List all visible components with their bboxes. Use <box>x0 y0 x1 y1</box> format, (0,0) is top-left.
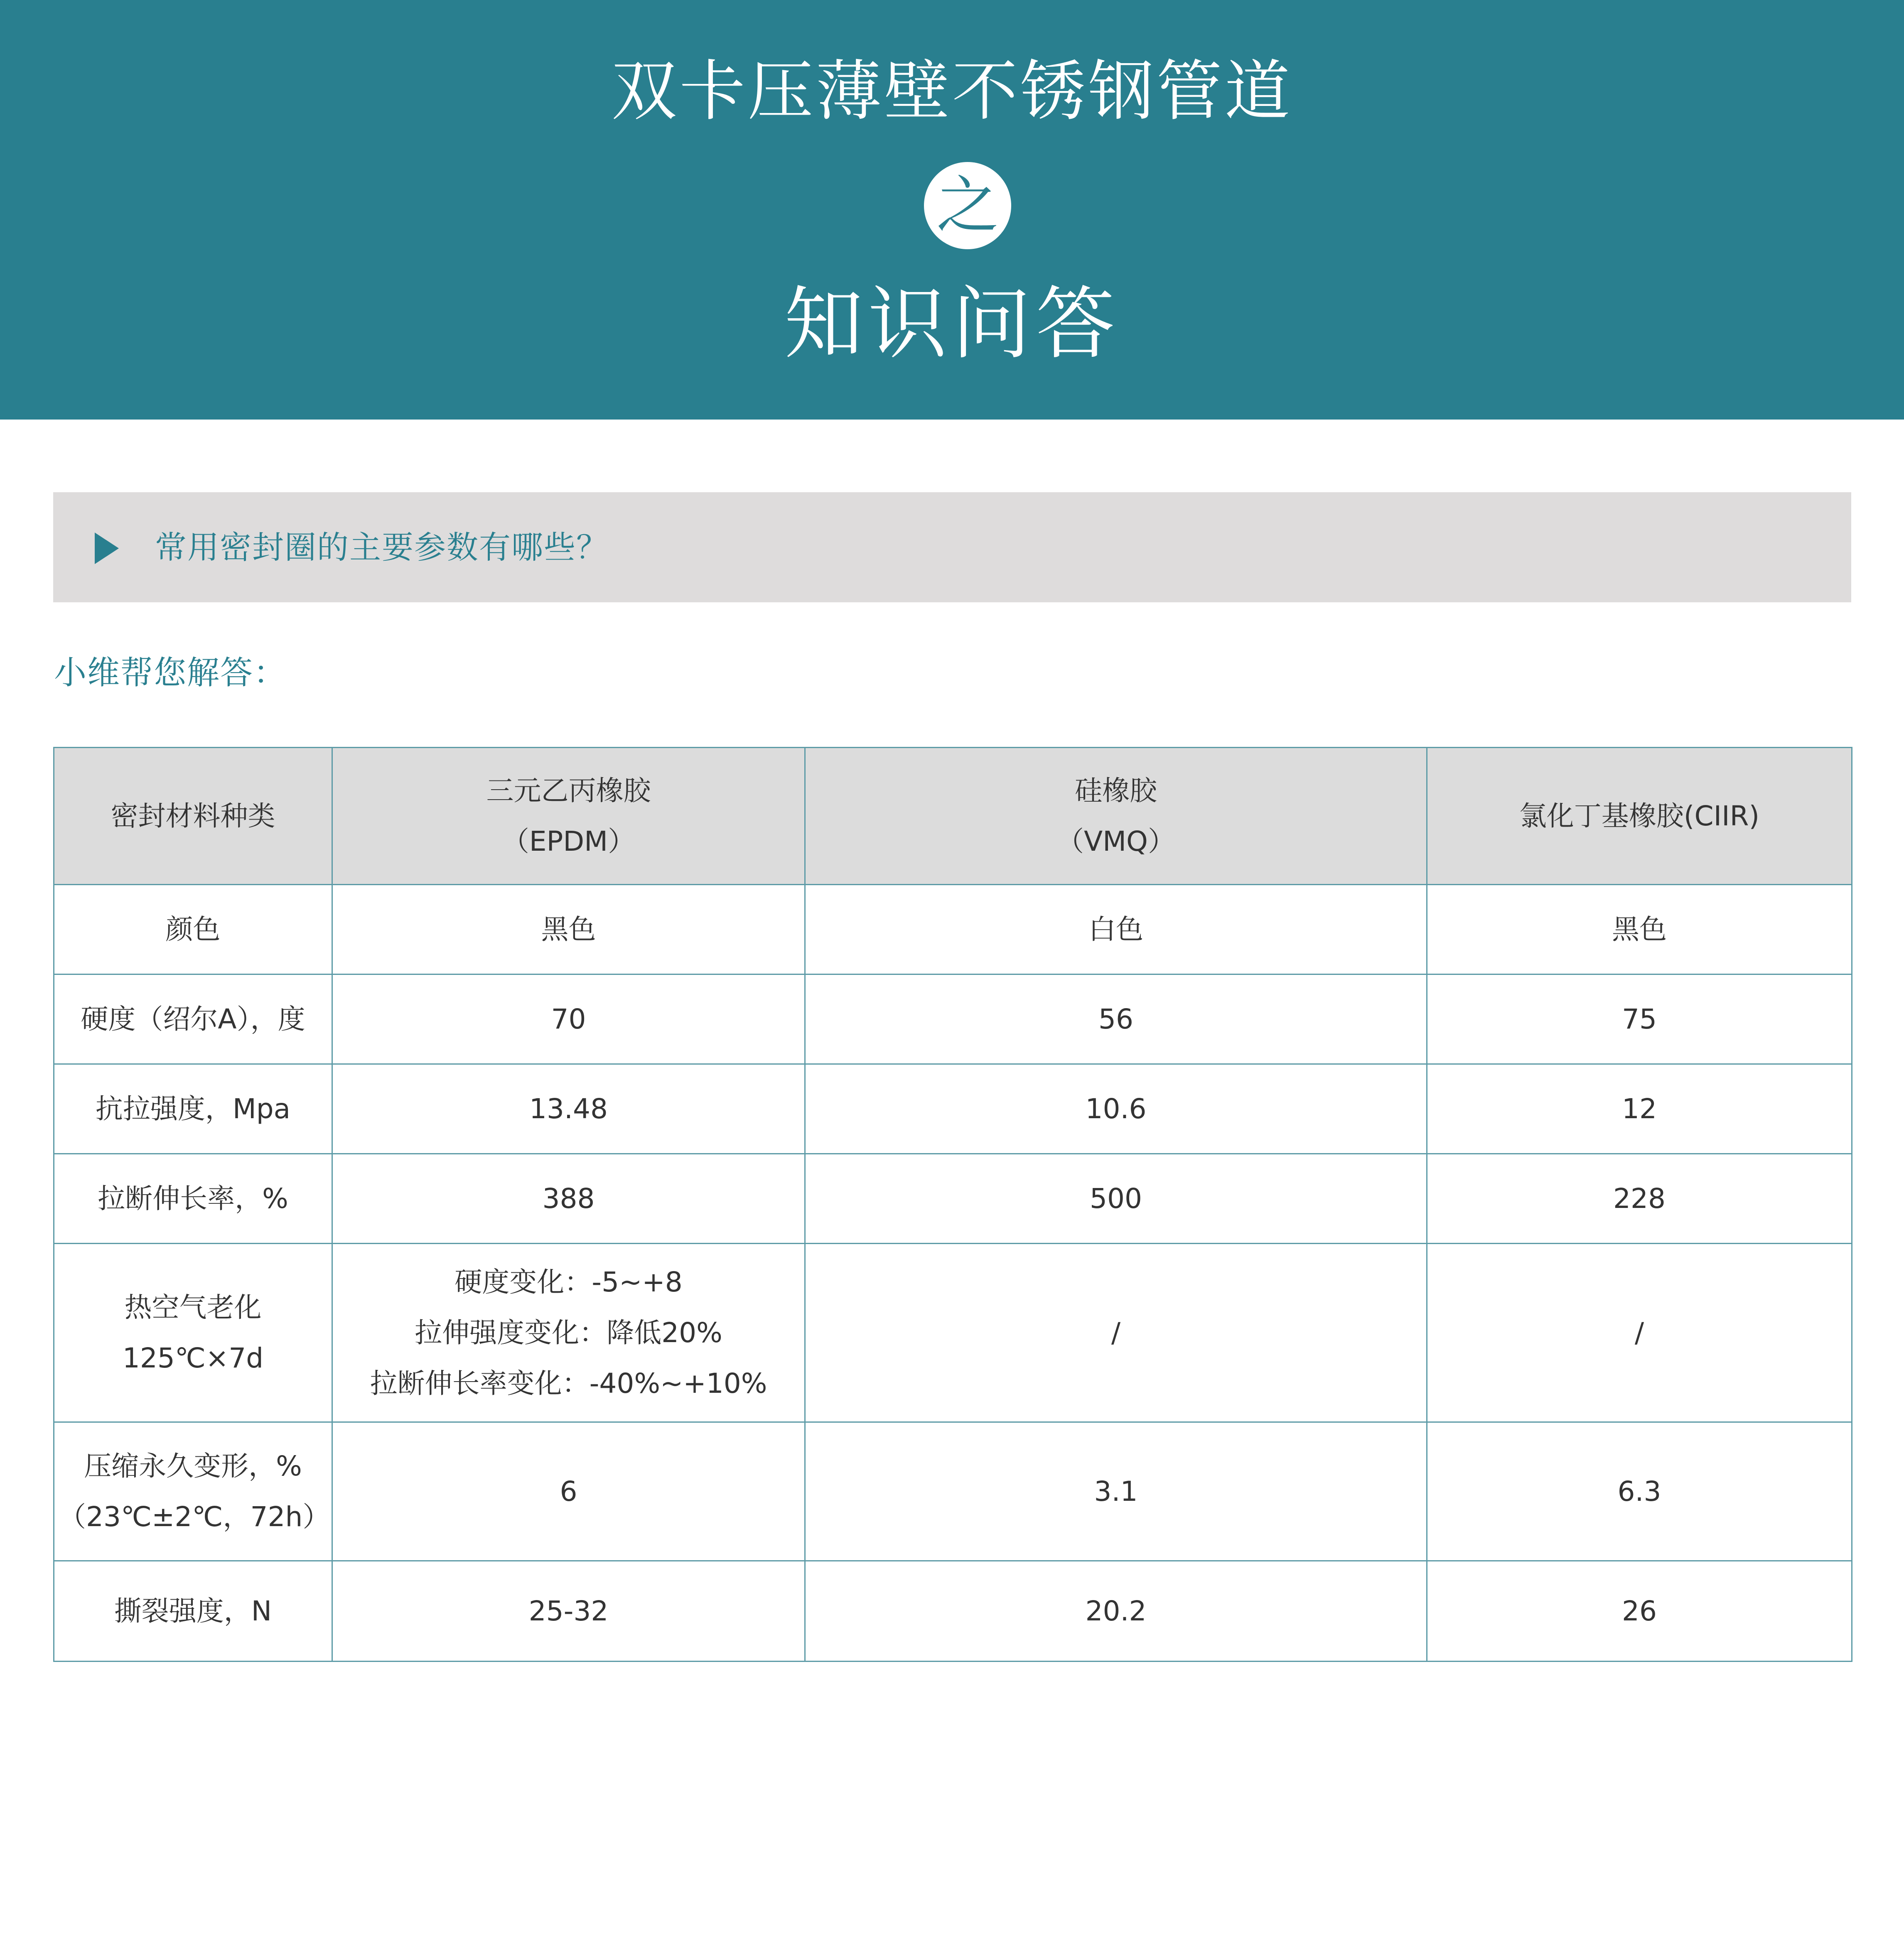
question-text: 常用密封圈的主要参数有哪些？ <box>155 529 609 566</box>
cell-compression-vmq: 3.1 <box>805 1422 1427 1561</box>
play-triangle-icon <box>95 533 119 564</box>
table-row <box>54 1422 1852 1561</box>
cell-tensile-vmq: 10.6 <box>805 1064 1427 1154</box>
row-label-tear: 撕裂强度，N <box>54 1561 332 1662</box>
table-row <box>54 974 1852 1064</box>
aging-label-condition: 125℃×7d <box>122 1342 264 1374</box>
answer-label: 小维帮您解答： <box>54 654 287 692</box>
aging-label-title: 热空气老化 <box>124 1291 262 1323</box>
table-row <box>54 1154 1852 1244</box>
table-row <box>54 1561 1852 1662</box>
table-row <box>54 1064 1852 1154</box>
cell-aging-vmq: / <box>805 1244 1427 1422</box>
header-cell-ciir <box>1427 748 1852 885</box>
row-label-tensile: 抗拉强度，Mpa <box>54 1064 332 1154</box>
header-epdm-name: 三元乙丙橡胶 <box>486 774 651 807</box>
row-label-aging <box>54 1244 332 1422</box>
cell-hardness-epdm: 70 <box>332 974 805 1064</box>
row-label-elongation: 拉断伸长率，% <box>54 1154 332 1244</box>
cell-tear-epdm: 25-32 <box>332 1561 805 1662</box>
header-ciir-name: 氯化丁基橡胶(CIIR) <box>1519 800 1760 832</box>
table-row <box>54 1244 1852 1422</box>
cell-aging-ciir: / <box>1427 1244 1852 1422</box>
header-cell-epdm <box>332 748 805 885</box>
cell-hardness-ciir: 75 <box>1427 974 1852 1064</box>
cell-tear-vmq: 20.2 <box>805 1561 1427 1662</box>
row-label-color: 颜色 <box>54 885 332 974</box>
header-label-material: 密封材料种类 <box>111 800 275 832</box>
cell-compression-ciir: 6.3 <box>1427 1422 1852 1561</box>
header-cell-material <box>54 748 332 885</box>
table-header-row <box>54 748 1852 885</box>
cell-tensile-ciir: 12 <box>1427 1064 1852 1154</box>
aging-epdm-elongation: 拉断伸长率变化：-40%~+10% <box>370 1367 767 1399</box>
header-title-line1: 双卡压薄壁不锈钢管道 <box>611 53 1293 130</box>
header-title-line2: 知识问答 <box>784 278 1120 370</box>
compression-label-title: 压缩永久变形，% <box>84 1450 302 1482</box>
cell-elongation-vmq: 500 <box>805 1154 1427 1244</box>
cell-color-ciir: 黑色 <box>1427 885 1852 974</box>
cell-tear-ciir: 26 <box>1427 1561 1852 1662</box>
header-epdm-code: （EPDM） <box>501 825 636 857</box>
question-bar <box>53 492 1851 602</box>
table-row <box>54 885 1852 974</box>
cell-color-vmq: 白色 <box>805 885 1427 974</box>
header-vmq-code: （VMQ） <box>1056 825 1176 857</box>
cell-color-epdm: 黑色 <box>332 885 805 974</box>
aging-epdm-tensile: 拉伸强度变化：降低20% <box>415 1316 722 1349</box>
seal-spec-table <box>53 747 1852 1662</box>
cell-elongation-epdm: 388 <box>332 1154 805 1244</box>
row-label-compression <box>54 1422 332 1561</box>
header-badge: 之 <box>924 162 1011 249</box>
header-banner <box>0 0 1904 420</box>
cell-aging-epdm <box>332 1244 805 1422</box>
aging-epdm-hardness: 硬度变化：-5~+8 <box>455 1266 683 1298</box>
cell-hardness-vmq: 56 <box>805 974 1427 1064</box>
header-vmq-name: 硅橡胶 <box>1075 774 1157 807</box>
row-label-hardness: 硬度（绍尔A），度 <box>54 974 332 1064</box>
cell-compression-epdm: 6 <box>332 1422 805 1561</box>
header-cell-vmq <box>805 748 1427 885</box>
cell-tensile-epdm: 13.48 <box>332 1064 805 1154</box>
cell-elongation-ciir: 228 <box>1427 1154 1852 1244</box>
compression-label-condition: （23℃±2℃，72h） <box>59 1500 330 1533</box>
